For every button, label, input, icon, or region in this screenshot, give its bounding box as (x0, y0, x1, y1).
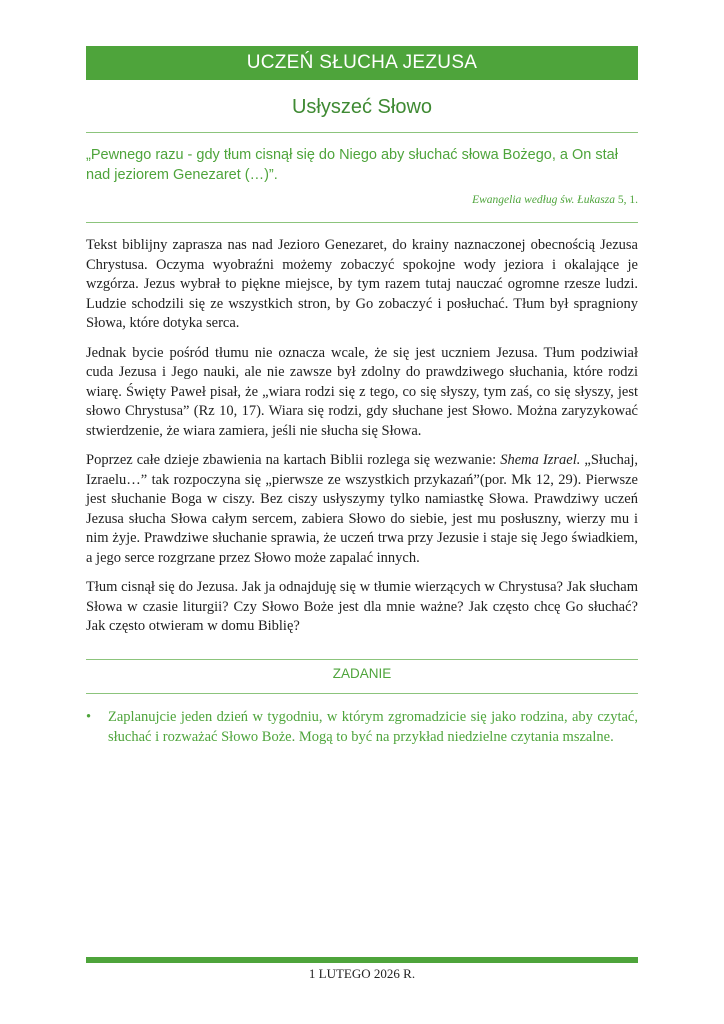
paragraph-3-rest: „Słuchaj, Izraelu…” tak rozpoczyna się „pierwsze ze wszystkich przykazań”(por. Mk 12, 29). Pierwsze jest słuchanie Boga w ciszy. Bez ciszy usłyszymy tylko namiastkę Słowa. Prawdziwy uczeń Jezusa słucha Słowa całym sercem, zabiera Słowo do siebie, jest mu posłuszny, wierzy mu i nim żyje. Prawdziwe słuchanie sprawia, że uczeń trwa przy Jezusie i staje się Jego świadkiem, a jego serce rozgrzane przez Słowo może zapalać innych. (86, 452, 638, 566)
paragraph-4: Tłum cisnął się do Jezusa. Jak ja odnajduję się w tłumie wierzących w Chrystusa? Jak słucham Słowa w czasie liturgii? Czy Słowo Boże jest dla mnie ważne? Jak często chcę Go słuchać? Jak często otwieram w domu Biblię? (86, 579, 638, 634)
divider-task-bottom (86, 693, 638, 694)
banner-title: UCZEŃ SŁUCHA JEZUSA (246, 52, 478, 73)
page-subtitle: Usłyszeć Słowo (291, 96, 433, 118)
source-ref: 5, 1. (615, 194, 638, 206)
paragraph-2: Jednak bycie pośród tłumu nie oznacza wcale, że się jest uczniem Jezusa. Tłum podziwiał cuda Jezusa i Jego nauki, ale nie zawsze był zdolny do prawdziwego słuchania, które rodzi wiarę. Święty Paweł pisał, że „wiara rodzi się z tego, co się słyszy, tym zaś, co się słyszy, jest słowo Chrystusa” (Rz 10, 17). Wiara się rodzi, gdy słuchane jest Słowo. Można zaryzykować stwierdzenie, że wiara zamiera, jeśli nie słucha się Słowa. (86, 344, 638, 439)
scripture-source (86, 194, 638, 206)
footer-bar (86, 957, 638, 963)
bullet-icon: • (86, 709, 92, 725)
source-book: Ewangelia według św. Łukasza (472, 194, 615, 206)
task-heading: ZADANIE (332, 666, 392, 681)
reflection-body (86, 236, 638, 647)
divider-task-top (86, 659, 638, 660)
scripture-quote: „Pewnego razu - gdy tłum cisnął się do Niego aby słuchać słowa Bożego, a On stał nad jeziorem Genezaret (…)”. (86, 147, 618, 183)
paragraph-3-lead: Poprzez całe dzieje zbawienia na kartach Biblii rozlega się wezwanie: (86, 452, 501, 468)
paragraph-1: Tekst biblijny zaprasza nas nad Jezioro Genezaret, do krainy naznaczonej obecnością Jezusa Chrystusa. Oczyma wyobraźni możemy zobaczyć spokojne wody jeziora i okalające je wzgórza. Jezus wybrał to piękne miejsce, by tym razem tutaj nauczać ogromne rzesze ludzi. Ludzie schodzili się ze wszystkich stron, by Go zobaczyć i posłuchać. Tłum był spragniony Słowa, które dotyka serca. (86, 237, 638, 331)
task-text: Zaplanujcie jeden dzień w tygodniu, w którym zgromadzicie się jako rodzina, aby czytać, słuchać i rozważać Słowo Boże. Mogą to być na przykład niedzielne czytania mszalne. (108, 709, 638, 745)
divider-quote (86, 222, 638, 223)
paragraph-3-italic: Shema Izrael. (500, 452, 581, 468)
task-item (86, 708, 638, 747)
page-banner (86, 46, 638, 80)
divider-top (86, 132, 638, 133)
footer-date: 1 LUTEGO 2026 R. (308, 966, 416, 981)
paragraph-3 (86, 451, 638, 568)
